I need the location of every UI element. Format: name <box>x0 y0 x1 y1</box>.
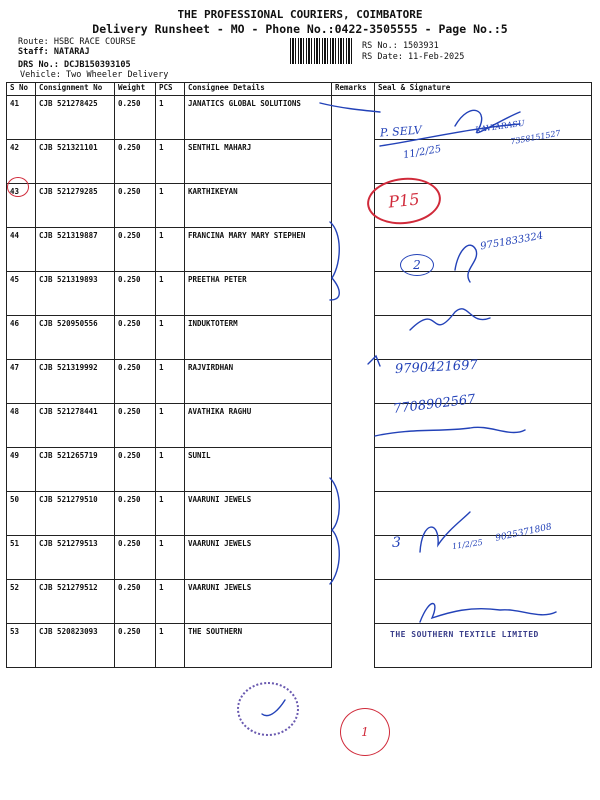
company-stamp: THE SOUTHERN TEXTILE LIMITED <box>390 630 539 639</box>
signature-r51 <box>420 512 470 552</box>
cell-pcs: 1 <box>156 316 185 360</box>
col-signature: Seal & Signature <box>375 83 592 96</box>
cell-weight: 0.250 <box>115 624 156 668</box>
cell-pcs: 1 <box>156 228 185 272</box>
cell-consignment: CJB 521319887 <box>36 228 115 272</box>
signature-r53 <box>420 604 556 623</box>
handwriting-r51-phone: 9025371808 <box>494 522 553 544</box>
cell-sno: 52 <box>7 580 36 624</box>
cell-consignee: INDUKTOTERM <box>185 316 332 360</box>
cell-consignee: JANATICS GLOBAL SOLUTIONS <box>185 96 332 140</box>
cell-consignment: CJB 521265719 <box>36 448 115 492</box>
cell-consignee: RAJVIRDHAN <box>185 360 332 404</box>
document-title: THE PROFESSIONAL COURIERS, COIMBATORE <box>177 8 423 21</box>
cell-weight: 0.250 <box>115 360 156 404</box>
cell-consignment: CJB 521279510 <box>36 492 115 536</box>
handwriting-r51-number: 3 <box>392 535 401 551</box>
signature-r42-line <box>380 124 520 146</box>
cell-sno: 45 <box>7 272 36 316</box>
cell-sno: 43 <box>7 184 36 228</box>
bracket-r44-46 <box>330 222 339 300</box>
cell-sno: 41 <box>7 96 36 140</box>
staff: Staff: NATARAJ <box>18 47 90 57</box>
cell-pcs: 1 <box>156 624 185 668</box>
cell-consignment: CJB 521319992 <box>36 360 115 404</box>
signature-r47 <box>368 356 380 366</box>
bracket-r50-53 <box>330 478 339 584</box>
cell-sno: 50 <box>7 492 36 536</box>
cell-consignee: SUNIL <box>185 448 332 492</box>
drs-number: DRS No.: DCJB150393105 <box>18 60 131 70</box>
cell-pcs: 1 <box>156 272 185 316</box>
cell-pcs: 1 <box>156 404 185 448</box>
cell-weight: 0.250 <box>115 96 156 140</box>
cell-weight: 0.250 <box>115 140 156 184</box>
cell-weight: 0.250 <box>115 404 156 448</box>
handwriting-r44-phone: 9751833324 <box>479 230 545 253</box>
cell-consignee: PREETHA PETER <box>185 272 332 316</box>
cell-pcs: 1 <box>156 360 185 404</box>
cell-sno: 47 <box>7 360 36 404</box>
cell-consignment: CJB 521278441 <box>36 404 115 448</box>
handwriting-r42-phone: 7358151527 <box>509 128 562 147</box>
cell-sno: 46 <box>7 316 36 360</box>
cell-weight: 0.250 <box>115 492 156 536</box>
route: Route: HSBC RACE COURSE <box>18 37 136 47</box>
cell-sno: 51 <box>7 536 36 580</box>
rs-date: RS Date: 11-Feb-2025 <box>362 52 465 62</box>
rs-number: RS No.: 1503931 <box>362 41 439 51</box>
cell-pcs: 1 <box>156 184 185 228</box>
cell-consignee: THE SOUTHERN <box>185 624 332 668</box>
col-consignee: Consignee Details <box>185 83 332 96</box>
cell-pcs: 1 <box>156 536 185 580</box>
handwriting-r48-phone: 7708902567 <box>392 392 477 417</box>
handwriting-r51-date: 11/2/25 <box>451 537 484 552</box>
col-pcs: PCS <box>156 83 185 96</box>
cell-consignment: CJB 521319893 <box>36 272 115 316</box>
row-43-circle <box>7 177 29 197</box>
cell-consignee: FRANCINA MARY MARY STEPHEN <box>185 228 332 272</box>
cell-consignment: CJB 521321101 <box>36 140 115 184</box>
cell-consignment: CJB 521279285 <box>36 184 115 228</box>
cell-pcs: 1 <box>156 492 185 536</box>
cell-weight: 0.250 <box>115 316 156 360</box>
handwriting-r45-circle: 2 <box>400 254 434 276</box>
cell-consignment: CJB 521279512 <box>36 580 115 624</box>
signature-r41 <box>455 110 520 132</box>
cell-consignee: AVATHIKA RAGHU <box>185 404 332 448</box>
handwriting-r42-date: 11/2/25 <box>402 143 443 162</box>
handwriting-r42-name: P. SELV <box>379 123 423 140</box>
col-sno: S No <box>7 83 36 96</box>
cell-sno: 48 <box>7 404 36 448</box>
cell-consignee: VAARUNI JEWELS <box>185 580 332 624</box>
signature-r44 <box>455 245 477 282</box>
cell-sno: 53 <box>7 624 36 668</box>
cell-consignment: CJB 520823093 <box>36 624 115 668</box>
cell-pcs: 1 <box>156 140 185 184</box>
vehicle: Vehicle: Two Wheeler Delivery <box>20 70 169 80</box>
cell-consignment: CJB 521278425 <box>36 96 115 140</box>
signature-r41-arrow <box>320 103 380 112</box>
col-remarks: Remarks <box>332 83 375 96</box>
cell-consignment: CJB 520950556 <box>36 316 115 360</box>
handwriting-r43-circle: P15 <box>365 174 443 227</box>
col-weight: Weight <box>115 83 156 96</box>
signature-r49 <box>375 427 525 436</box>
handwriting-r42-name2: KAVIARASU <box>474 118 526 135</box>
cell-weight: 0.250 <box>115 536 156 580</box>
signature-r46 <box>410 309 490 330</box>
handwriting-r47-phone: 9790421697 <box>394 357 479 378</box>
cell-weight: 0.250 <box>115 184 156 228</box>
cell-weight: 0.250 <box>115 272 156 316</box>
cell-sno: 44 <box>7 228 36 272</box>
col-consignment: Consignment No <box>36 83 115 96</box>
cell-pcs: 1 <box>156 96 185 140</box>
document-subtitle: Delivery Runsheet - MO - Phone No.:0422-3505555 - Page No.:5 <box>92 22 508 36</box>
cell-pcs: 1 <box>156 448 185 492</box>
cell-pcs: 1 <box>156 580 185 624</box>
cell-weight: 0.250 <box>115 580 156 624</box>
cell-sno: 49 <box>7 448 36 492</box>
cell-consignee: KARTHIKEYAN <box>185 184 332 228</box>
company-seal <box>237 682 299 736</box>
bottom-mark: 1 <box>340 708 390 756</box>
cell-sno: 42 <box>7 140 36 184</box>
cell-weight: 0.250 <box>115 228 156 272</box>
cell-consignee: VAARUNI JEWELS <box>185 492 332 536</box>
cell-consignment: CJB 521279513 <box>36 536 115 580</box>
cell-consignee: SENTHIL MAHARJ <box>185 140 332 184</box>
cell-weight: 0.250 <box>115 448 156 492</box>
cell-consignee: VAARUNI JEWELS <box>185 536 332 580</box>
